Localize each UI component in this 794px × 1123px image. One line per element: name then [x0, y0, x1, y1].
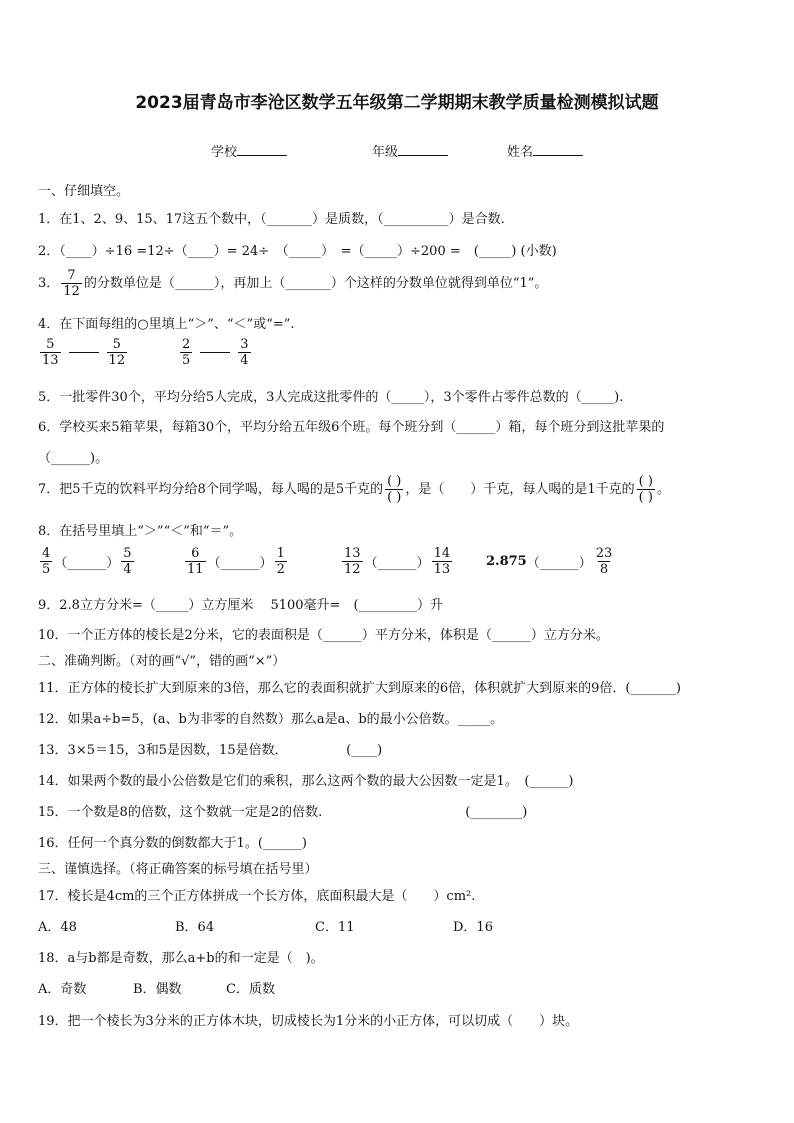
fraction: $\frac{3}{4}$ — [240, 337, 249, 368]
question-3: 3． $\frac{7}{12}$ 的分数单位是（______），再加上（_______）个这样的分数单位就得到单位“1”。 — [38, 268, 548, 299]
school-blank[interactable] — [237, 143, 287, 156]
q17-option-a[interactable]: A．48 — [38, 920, 77, 935]
question-11: 11．正方体的棱长扩大到原来的3倍，那么它的表面积就扩大到原来的6倍，体积就扩大到原来的9倍．(_______) — [38, 681, 681, 696]
question-17: 17．棱长是4cm的三个正方体拼成一个长方体，底面积最大是（ ）cm². — [38, 889, 476, 904]
question-19: 19．把一个棱长为3分米的正方体木块，切成棱长为1分米的小正方体，可以切成（ ）块。 — [38, 1014, 579, 1029]
q8-item-4: 2.875（______） $\frac{23}{8}$ — [486, 546, 613, 577]
question-4: 4．在下面每组的○里填上“＞”、“＜”或“=”. — [38, 317, 295, 332]
q17-option-c[interactable]: C．11 — [315, 920, 355, 935]
q18-option-c[interactable]: C．质数 — [226, 982, 275, 997]
compare-blank[interactable] — [200, 352, 230, 353]
section-2-heading: 二、准确判断。（对的画“√”，错的画“×”） — [38, 654, 286, 669]
fraction: $\frac{2}{5}$ — [182, 337, 191, 368]
page-title: 2023届青岛市李沧区数学五年级第二学期期末教学质量检测模拟试题 — [135, 93, 659, 113]
q18-option-a[interactable]: A．奇数 — [38, 982, 87, 997]
question-16: 16．任何一个真分数的倒数都大于1。(______) — [38, 836, 307, 851]
question-18: 18．a与b都是奇数，那么a+b的和一定是（ )。 — [38, 951, 324, 966]
question-9: 9．2.8立方分米=（_____）立方厘米 5100毫升= (_________）升 — [38, 598, 444, 613]
question-6-line-1: 6．学校买来5箱苹果，每箱30个，平均分给五年级6个班。每个班分到（______）箱，每个班分到这批苹果的 — [38, 420, 665, 435]
q17-option-d[interactable]: D．16 — [453, 920, 493, 935]
question-2: 2．（____）÷16 =12÷（____）= 24÷ （_____） =（_____）÷200 = (_____) (小数) — [38, 244, 557, 259]
grade-field — [372, 141, 448, 160]
q8-item-1 — [38, 546, 136, 577]
school-field — [211, 141, 287, 160]
q17-option-b[interactable]: B．64 — [175, 920, 215, 935]
fraction-blank[interactable]: $\frac{( )}{( )}$ — [387, 474, 402, 505]
grade-blank[interactable] — [398, 143, 448, 156]
fraction: $\frac{5}{12}$ — [108, 337, 126, 368]
fraction: $\frac{1}{2}$ — [276, 546, 285, 577]
question-8: 8．在括号里填上“＞”“＜”和“＝”。 — [38, 524, 243, 539]
section-3-heading: 三、谨慎选择。（将正确答案的标号填在括号里） — [38, 862, 318, 877]
q8-item-2 — [183, 546, 289, 577]
section-1-heading: 一、仔细填空。 — [38, 184, 130, 199]
question-6-line-2: （______)。 — [38, 451, 109, 466]
question-13: 13．3×5＝15，3和5是因数，15是倍数． (____) — [38, 743, 383, 758]
compare-blank[interactable]: （______） — [364, 556, 430, 571]
question-15: 15．一个数是8的倍数，这个数就一定是2的倍数. (________) — [38, 805, 528, 820]
question-1: 1．在1、2、9、15、17这五个数中，（_______）是质数，（__________）是合数. — [38, 212, 505, 227]
name-blank[interactable] — [533, 143, 583, 156]
q18-option-b[interactable]: B．偶数 — [133, 982, 182, 997]
question-12: 12．如果a÷b=5，(a、b为非零的自然数）那么a是a、b的最小公倍数。_____。 — [38, 712, 504, 727]
question-5: 5．一批零件30个，平均分给5人完成，3人完成这批零件的（_____），3个零件占零件总数的（_____). — [38, 390, 624, 405]
fraction: $\frac{23}{8}$ — [595, 546, 613, 577]
q8-item-3 — [340, 546, 454, 577]
q4-pair-2 — [178, 337, 253, 368]
question-10: 10．一个正方体的棱长是2分米，它的表面积是（______）平方分米，体积是（______）立方分米。 — [38, 628, 609, 643]
school-label: 学校 — [211, 145, 238, 160]
fraction: $\frac{7}{12}$ — [63, 268, 80, 299]
fraction: $\frac{4}{5}$ — [42, 546, 51, 577]
compare-blank[interactable]: （______） — [54, 556, 120, 571]
fraction: $\frac{13}{12}$ — [344, 546, 361, 577]
compare-blank[interactable]: （______） — [526, 556, 592, 571]
question-7: 7．把5千克的饮料平均分给8个同学喝，每人喝的是5千克的 $\frac{( )}{( )}$ ，是（ ）千克，每人喝的是1千克的 $\frac{( )}{( )}$ 。 — [38, 474, 670, 505]
q4-pair-1 — [38, 337, 129, 368]
grade-label: 年级 — [372, 145, 399, 160]
question-14: 14．如果两个数的最小公倍数是它们的乘积，那么这两个数的最大公因数一定是1。 (______) — [38, 774, 574, 789]
compare-blank[interactable]: （______） — [207, 556, 273, 571]
fraction: $\frac{14}{13}$ — [433, 546, 451, 577]
name-label: 姓名 — [507, 145, 534, 160]
fraction: $\frac{6}{11}$ — [187, 546, 204, 577]
fraction-blank[interactable]: $\frac{( )}{( )}$ — [638, 474, 653, 505]
compare-blank[interactable] — [69, 352, 99, 353]
name-field — [507, 141, 583, 160]
fraction: $\frac{5}{4}$ — [123, 546, 132, 577]
fraction: $\frac{5}{13}$ — [42, 337, 59, 368]
